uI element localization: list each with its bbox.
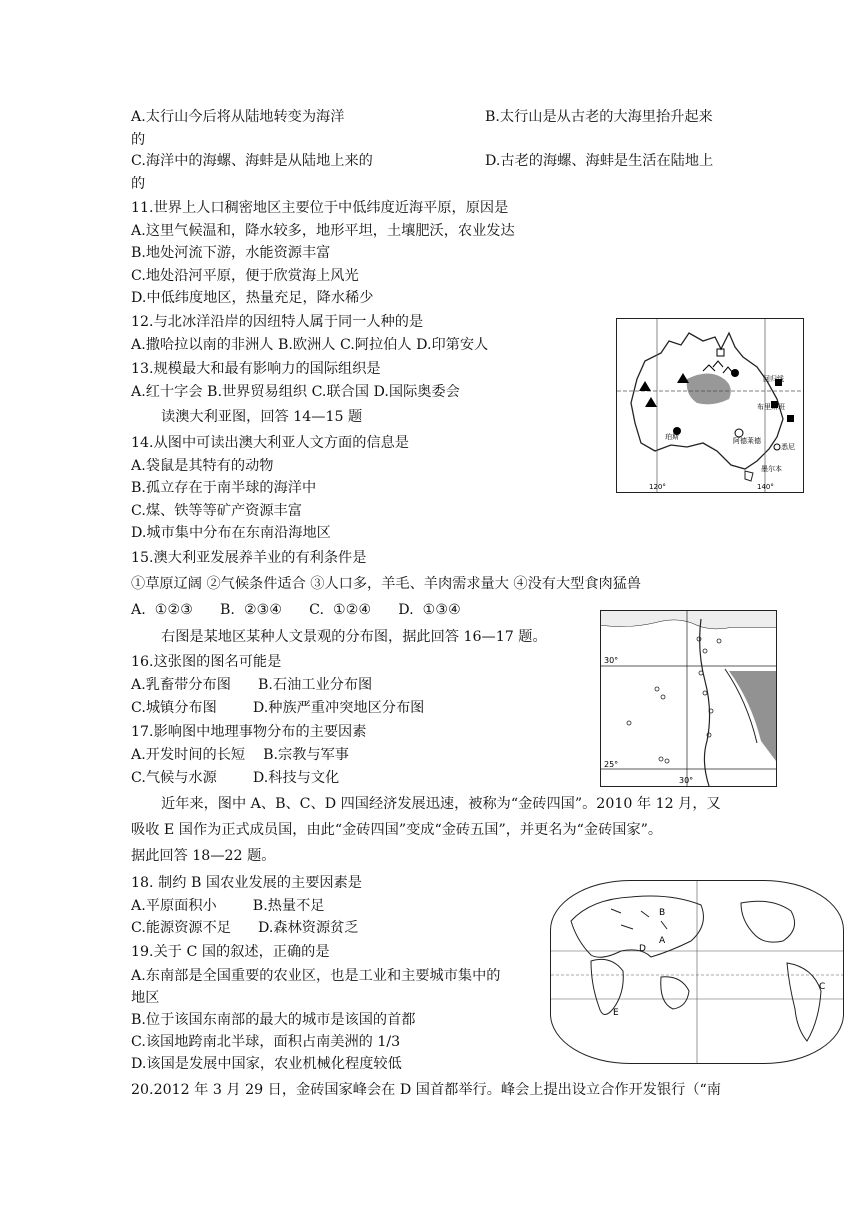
lon-label-1: 120° [649, 483, 666, 491]
paragraph-line-2: 吸收 E 国作为正式成员国，由此“金砖四国”变成“金砖五国”，并更名为“金砖国家”。 [131, 822, 663, 838]
city-label-4: 阿德莱德 [733, 437, 761, 445]
reading-16-17: 右图是某地区某种人文景观的分布图，据此回答 16—17 题。 [161, 629, 547, 645]
world-label-d: D [639, 944, 646, 954]
option-10b: B.太行山是从古老的大海里抬升起来 [485, 109, 713, 125]
australia-map [616, 318, 804, 493]
option-11b: B.地处河流下游，水能资源丰富 [131, 245, 331, 261]
paragraph-line-3: 据此回答 18—22 题。 [131, 848, 276, 864]
question-11: 11.世界上人口稠密地区主要位于中低纬度近海平原，原因是 [131, 200, 509, 216]
option-14d: D.城市集中分布在东南沿海地区 [131, 525, 331, 541]
option-19a-cont: 地区 [131, 990, 160, 1006]
option-10d-cont: 的 [131, 176, 146, 192]
option-19b: B.位于该国东南部的最大的城市是该国的首都 [131, 1012, 416, 1028]
lon-label-2: 140° [757, 483, 774, 491]
city-label-3: 墨尔本 [761, 465, 782, 473]
option-14a: A.袋鼠是其特有的动物 [131, 458, 274, 474]
option-10c: C.海洋中的海螺、海蚌是从陆地上来的 [131, 153, 373, 169]
option-18ab: A.平原面积小 B.热量不足 [131, 898, 325, 914]
question-15: 15.澳大利亚发展养羊业的有利条件是 [131, 550, 367, 566]
world-label-e: E [613, 1008, 619, 1018]
options-15: A. ①②③ B. ②③④ C. ①②④ D. ①③④ [131, 602, 461, 618]
option-11c: C.地处沿河平原，便于欣赏海上风光 [131, 268, 359, 284]
option-16ab: A.乳畜带分布图 B.石油工业分布图 [131, 677, 373, 693]
paragraph-line-1: 近年来，图中 A、B、C、D 四国经济发展迅速，被称为“金砖四国”。2010 年 12 月，又 [161, 796, 721, 812]
option-10a: A.太行山今后将从陆地转变为海洋 [131, 109, 345, 125]
option-19c: C.该国地跨南北半球，面积占南美洲的 1/3 [131, 1034, 401, 1050]
option-10b-cont: 的 [131, 132, 146, 148]
city-label-5: 珀斯 [665, 433, 679, 441]
option-10d: D.古老的海螺、海蚌是生活在陆地上 [485, 153, 714, 169]
lat30-label: 30° [604, 656, 619, 665]
question-13: 13.规模最大和最有影响力的国际组织是 [131, 361, 381, 377]
option-19a: A.东南部是全国重要的农业区，也是工业和主要城市集中的 [131, 968, 501, 984]
world-map [550, 880, 844, 1064]
option-18cd: C.能源资源不足 D.森林资源贫乏 [131, 920, 359, 936]
option-17cd: C.气候与水源 D.科技与文化 [131, 770, 340, 786]
option-14b: B.孤立存在于南半球的海洋中 [131, 480, 317, 496]
options-15-list: ①草原辽阔 ②气候条件适合 ③人口多，羊毛、羊肉需求量大 ④没有大型食肉猛兽 [131, 576, 642, 592]
tropic-label: 回归线 [763, 375, 784, 383]
option-11d: D.中低纬度地区，热量充足，降水稀少 [131, 290, 374, 306]
city-label-2: 悉尼 [781, 443, 795, 451]
lat25-label: 25° [604, 760, 619, 769]
question-12: 12.与北冰洋沿岸的因纽特人属于同一人种的是 [131, 314, 424, 330]
nile-map [600, 610, 777, 787]
lon30-label: 30° [679, 776, 694, 785]
option-13: A.红十字会 B.世界贸易组织 C.联合国 D.国际奥委会 [131, 384, 460, 400]
world-label-b: B [659, 908, 666, 918]
world-label-c: C [819, 982, 826, 992]
question-18: 18. 制约 B 国农业发展的主要因素是 [131, 875, 362, 891]
question-20: 20.2012 年 3 月 29 日，金砖国家峰会在 D 国首都举行。峰会上提出设立合作开发银行（“南 [131, 1082, 721, 1098]
option-19d: D.该国是发展中国家，农业机械化程度较低 [131, 1056, 402, 1072]
city-label-1: 布里斯班 [757, 403, 785, 411]
question-14: 14.从图中可读出澳大利亚人文方面的信息是 [131, 435, 409, 451]
question-17: 17.影响图中地理事物分布的主要因素 [131, 724, 367, 740]
option-17ab: A.开发时间的长短 B.宗教与军事 [131, 747, 349, 763]
reading-14-15: 读澳大利亚图，回答 14—15 题 [161, 409, 363, 425]
option-11a: A.这里气候温和，降水较多，地形平坦，土壤肥沃，农业发达 [131, 223, 515, 239]
question-19: 19.关于 C 国的叙述，正确的是 [131, 944, 330, 960]
option-12: A.撒哈拉以南的非洲人 B.欧洲人 C.阿拉伯人 D.印第安人 [131, 337, 489, 353]
option-14c: C.煤、铁等等矿产资源丰富 [131, 503, 302, 519]
world-label-a: A [659, 936, 666, 946]
question-16: 16.这张图的图名可能是 [131, 654, 282, 670]
option-16cd: C.城镇分布图 D.种族严重冲突地区分布图 [131, 700, 425, 716]
